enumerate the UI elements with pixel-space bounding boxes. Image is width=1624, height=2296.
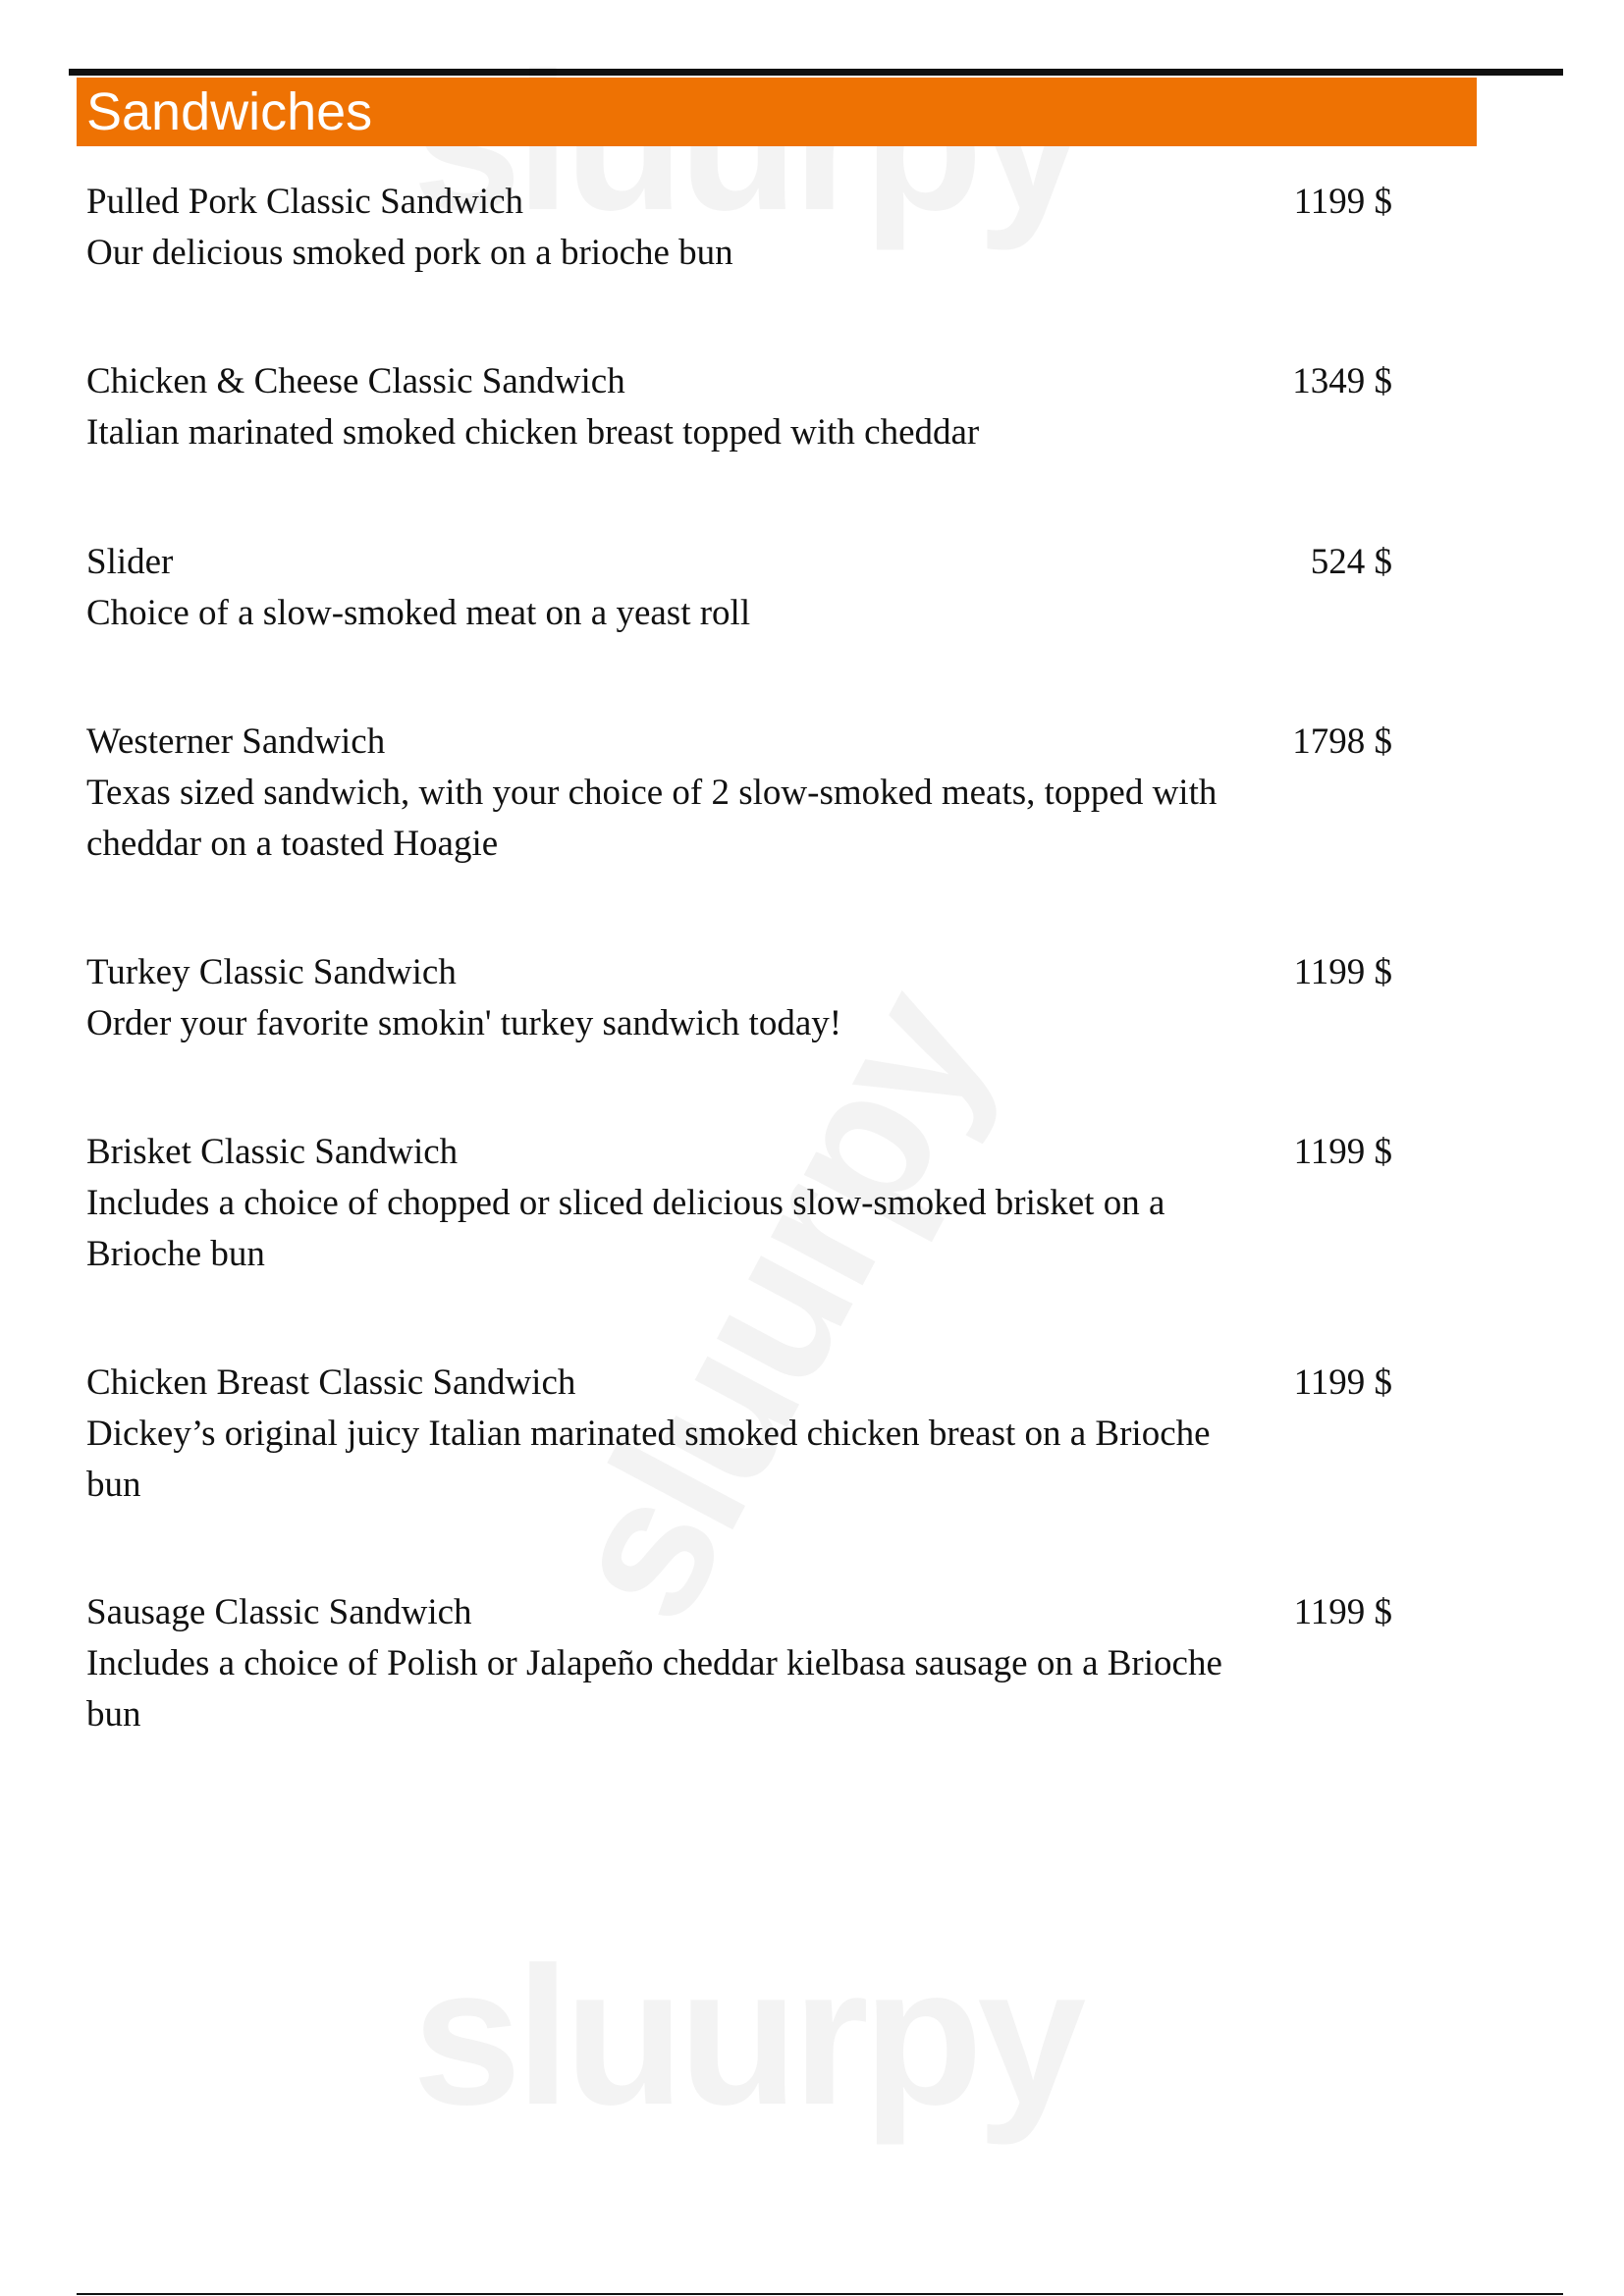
menu-item (86, 947, 1392, 1049)
bottom-rule (77, 2293, 1563, 2295)
top-rule (69, 69, 1563, 76)
item-name: Pulled Pork Classic Sandwich (86, 182, 524, 222)
section-title: Sandwiches (86, 82, 373, 141)
watermark-logo (412, 1924, 1080, 2150)
item-description: Order your favorite smokin' turkey sandwich today! (86, 1003, 842, 1043)
item-name: Brisket Classic Sandwich (86, 1132, 459, 1172)
menu-item (86, 356, 1392, 458)
item-name: Chicken & Cheese Classic Sandwich (86, 361, 625, 401)
item-price: 1199 $ (1293, 1132, 1392, 1172)
item-description: Italian marinated smoked chicken breast topped with cheddar (86, 412, 980, 453)
menu-item (86, 1587, 1392, 1740)
item-price: 1349 $ (1292, 361, 1392, 401)
item-name: Chicken Breast Classic Sandwich (86, 1362, 576, 1403)
item-description: Our delicious smoked pork on a brioche bun (86, 233, 733, 273)
item-description: Includes a choice of chopped or sliced delicious slow-smoked brisket on a Brioche bun (86, 1183, 1165, 1274)
item-name: Sausage Classic Sandwich (86, 1592, 472, 1632)
item-description: Choice of a slow-smoked meat on a yeast roll (86, 593, 751, 633)
item-price: 1199 $ (1293, 182, 1392, 222)
menu-item (86, 1358, 1392, 1511)
item-name: Westerner Sandwich (86, 721, 386, 762)
menu-item (86, 537, 1392, 639)
item-price: 1798 $ (1292, 721, 1392, 762)
watermark-logo (519, 959, 1032, 1655)
item-name: Turkey Classic Sandwich (86, 952, 457, 992)
menu-item (86, 1127, 1392, 1280)
item-price: 1199 $ (1293, 1362, 1392, 1403)
item-price: 524 $ (1310, 542, 1392, 582)
item-name: Slider (86, 542, 174, 582)
item-price: 1199 $ (1293, 1592, 1392, 1632)
item-description: Includes a choice of Polish or Jalapeño cheddar kielbasa sausage on a Brioche bun (86, 1643, 1222, 1735)
item-description: Texas sized sandwich, with your choice of 2 slow-smoked meats, topped with cheddar on a toasted Hoagie (86, 773, 1218, 864)
menu-item (86, 717, 1392, 870)
section-header (77, 78, 1477, 146)
item-description: Dickey’s original juicy Italian marinated smoked chicken breast on a Brioche bun (86, 1414, 1211, 1505)
menu-item (86, 177, 1392, 279)
item-price: 1199 $ (1293, 952, 1392, 992)
